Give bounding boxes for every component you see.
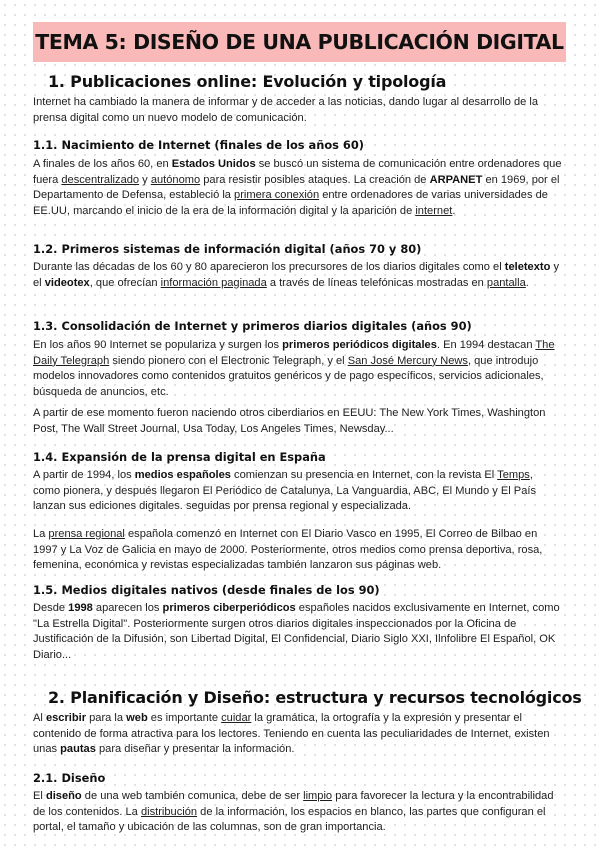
subsection-1-1-heading: 1.1. Nacimiento de Internet (finales de los años 60) xyxy=(33,138,364,152)
title-banner xyxy=(33,22,566,62)
section-1-intro: Internet ha cambiado la manera de informar y de acceder a las noticias, dando lugar al desarrollo de la prensa digital como un nuevo modelo de comunicación. xyxy=(33,96,539,124)
subsection-2-1-paragraph: El diseño de una web también comunica, debe de ser limpio para favorecer la lectura y la encontrabilidad de los contenidos. La distribución de la información, los espacios en blanco, las partes que configuran el portal, el tamaño y ubicación de las columnas, son de gran importancia. xyxy=(33,790,554,833)
subsection-1-5-paragraph: Desde 1998 aparecen los primeros ciberperiódicos españoles nacidos exclusivamente en Internet, como "La Estrella Digital". Posteriormente surgen otros diarios digitales inspeccionados por la Oficina de Justificación de la Difusión, son Libertad Digital, El Confidencial, Diario Siglo XXI, Ilnfolibre El Español, OK Diario... xyxy=(33,602,560,661)
subsection-2-1-heading: 2.1. Diseño xyxy=(33,771,106,785)
subsection-1-4-paragraph: A partir de 1994, los medios españoles comienzan su presencia en Internet, con la revista El Temps, como pionera, y después llegaron El Periódico de Catalunya, La Vanguardia, ABC, El Mundo y El País lanzan sus ediciones digitales. seguidas por prensa regional y especializada. xyxy=(33,469,537,512)
subsection-1-2-paragraph: Durante las décadas de los 60 y 80 aparecieron los precursores de los diarios digitales como el teletexto y el videotex, que ofrecían información paginada a través de líneas telefónicas mostradas en pantalla. xyxy=(33,261,560,289)
subsection-1-4-paragraph-2: La prensa regional española comenzó en Internet con El Diario Vasco en 1995, El Correo de Bilbao en 1997 y La Voz de Galicia en mayo de 2000. Posteriormente, otros medios como prensa deportiva, rosa, femenina, económica y revistas especializadas también lanzaron sus páginas web. xyxy=(33,528,543,571)
page-title: TEMA 5: DISEÑO DE UNA PUBLICACIÓN DIGITAL xyxy=(35,30,564,54)
subsection-1-5-heading: 1.5. Medios digitales nativos (desde finales de los 90) xyxy=(33,583,380,597)
section-2-intro: Al escribir para la web es importante cuidar la gramática, la ortografía y la expresión y presentar el contenido de forma atractiva para los lectores. Teniendo en cuenta las peculiaridades de Internet, existen unas pautas para diseñar y presentar la información. xyxy=(33,712,550,755)
subsection-1-1-paragraph: A finales de los años 60, en Estados Unidos se buscó un sistema de comunicación entre ordenadores que fuera descentralizado y autónomo para resistir posibles ataques. La creación de ARPANET en 1969, por el Departamento de Defensa, estableció la primera conexión entre ordenadores de varias universidades de EE.UU, marcando el inicio de la era de la información digital y la aparición de internet. xyxy=(33,158,562,217)
section-1-heading: 1. Publicaciones online: Evolución y tipología xyxy=(48,72,447,91)
subsection-1-3-paragraph-2: A partir de ese momento fueron naciendo otros ciberdiarios en EEUU: The New York Times, Washington Post, The Wall Street Journal, Usa Today, Los Angeles Times, Newsday... xyxy=(33,407,546,435)
subsection-1-4-heading: 1.4. Expansión de la prensa digital en España xyxy=(33,450,326,464)
subsection-1-3-heading: 1.3. Consolidación de Internet y primeros diarios digitales (años 90) xyxy=(33,319,472,333)
subsection-1-2-heading: 1.2. Primeros sistemas de información digital (años 70 y 80) xyxy=(33,242,422,256)
subsection-1-3-paragraph: En los años 90 Internet se populariza y surgen los primeros periódicos digitales. En 1994 destacan The Daily Telegraph siendo pionero con el Electronic Telegraph, y el San José Mercury News, que introdujo modelos innovadores como contenidos gratuitos genéricos y de pago específicos, servicios adicionales, búsqueda de anuncios, etc. xyxy=(33,339,555,398)
section-2-heading: 2. Planificación y Diseño: estructura y recursos tecnológicos xyxy=(48,688,582,707)
